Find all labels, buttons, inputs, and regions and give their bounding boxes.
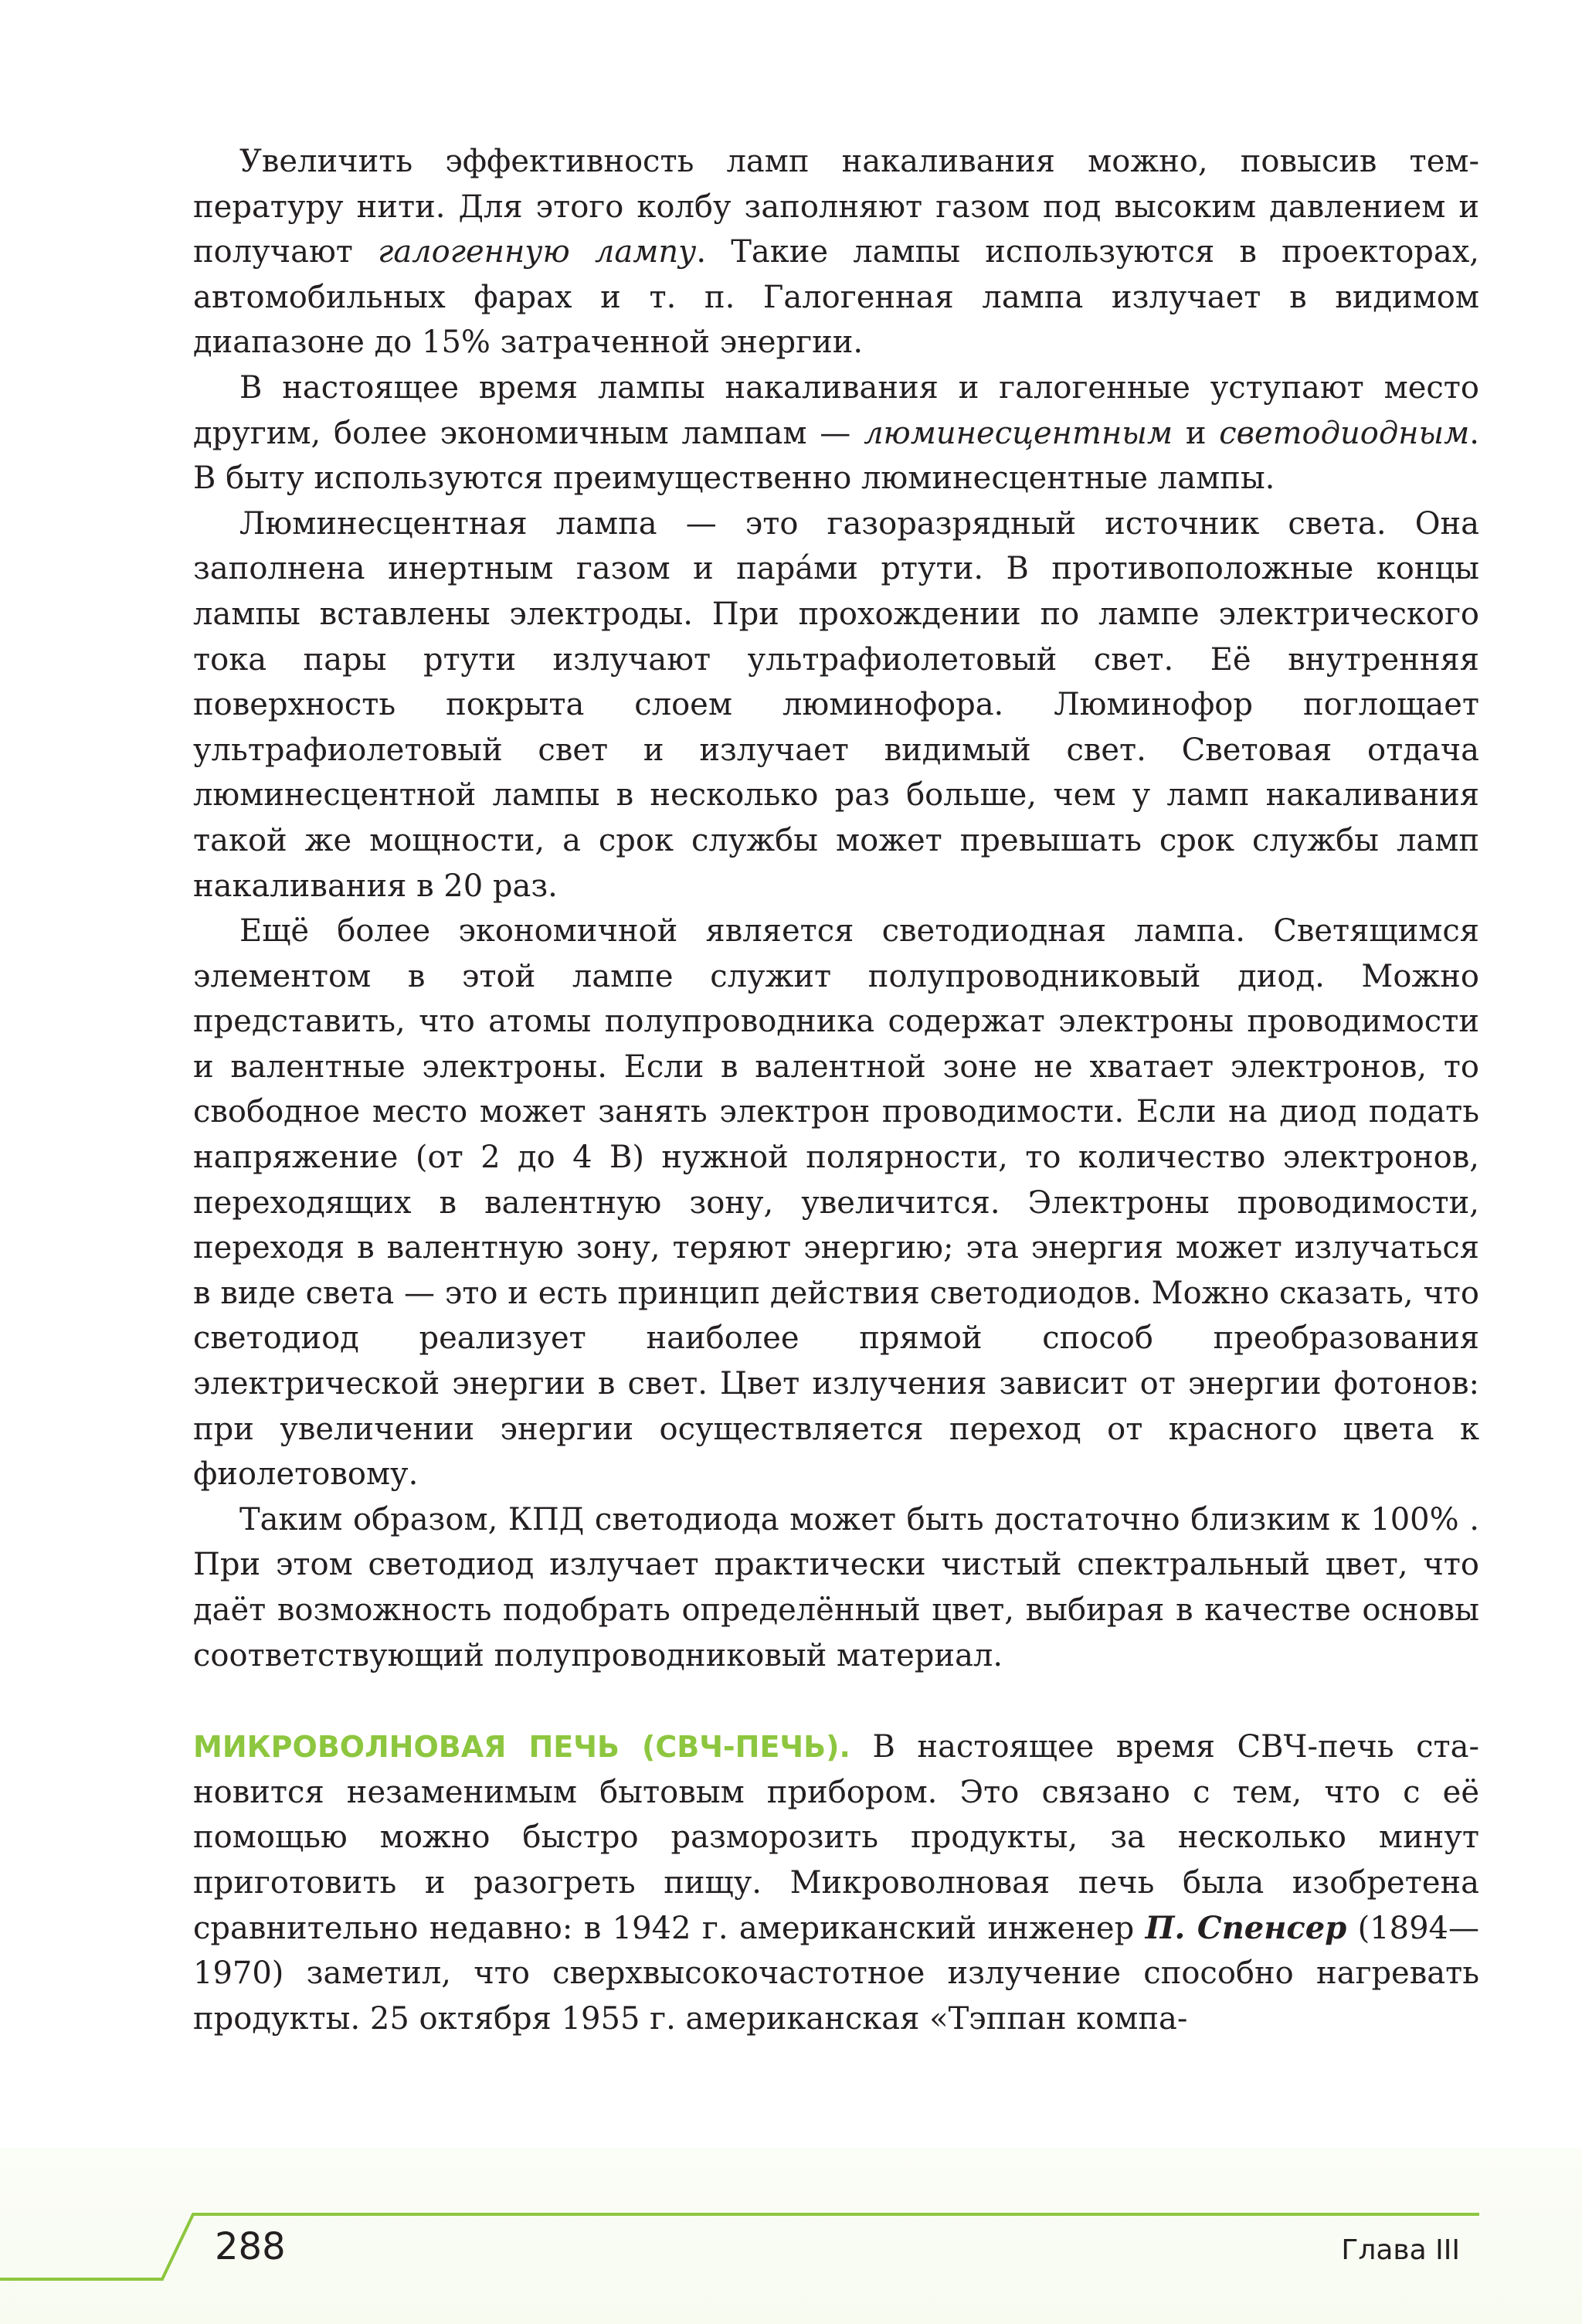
text-run: . Такие лампы используются в проекторах, автомобильных фарах и т. п. Галогенная лампа излучает в видимом диапазоне до 15% затраченной энергии.	[193, 234, 1480, 361]
text-run: В настоящее время СВЧ-печь становится незаменимым бытовым прибором. Это связано с тем, что с её помощью можно быстро разморозить продукты, за несколько минут приготовить и разогреть пищу. Микроволновая печь была изобретена сравнительно недавно: в 1942 г. американский инженер	[193, 1729, 1479, 1946]
paragraph-fluorescent-lamp: Люминесцентная лампа — это газоразрядный источник света. Она заполнена инертным газом и пара́ми ртути. В противоположные концы лампы вставлены электроды. При прохождении по лампе электрического тока пары ртути излучают ультрафиолетовый свет. Её внутренняя поверхность покрыта слоем люминофора. Люминофор поглощает ультрафиолетовый свет и излучает видимый свет. Световая отдача люминесцентной лампы в несколько раз больше, чем у ламп накаливания такой же мощности, а срок службы может превышать срок службы ламп накаливания в 20 раз.	[193, 505, 1479, 904]
text-run: В настоящее время лампы накаливания и галогенные уступают место другим, более экономичным лампам —	[193, 369, 1479, 451]
term-halogen-lamp: галогенную лампу	[378, 234, 697, 270]
person-name: П. Спенсер	[1145, 1909, 1347, 1946]
section-heading-microwave: МИКРОВОЛНОВАЯ ПЕЧЬ (СВЧ-ПЕЧЬ).	[193, 1730, 850, 1765]
paragraph-led-lamp: Ещё более экономичной является светодиодная лампа. Светящимся элементом в этой лампе служит полупроводниковый диод. Можно представить, что атомы полупроводника содержат электроны проводимости и валентные электроны. Если в валентной зоне не хватает электронов, то свободное место может занять электрон проводимости. Если на диод подать напряжение (от 2 до 4 В) нужной полярности, то количество электронов, переходящих в валентную зону, увеличится. Электроны проводимости, переходя в валентную зону, теряют энергию; эта энергия может излучаться в виде света — это и есть принцип действия светодиодов. Можно сказать, что светодиод реализует наиболее прямой способ преобразования электрической энергии в свет. Цвет излучения зависит от энергии фотонов: при увеличении энергии осуществляется переход от красного цвета к фиолетовому.	[193, 913, 1479, 1493]
term-led: светодиодным	[1219, 415, 1470, 451]
paragraph-led-efficiency: Таким образом, КПД светодиода может быть достаточно близким к 100% . При этом светодиод излучает практически чистый спектральный цвет, что даёт возможность подобрать определённый цвет, выбирая в качестве основы соответствующий полупроводниковый материал.	[193, 1501, 1479, 1673]
text-run: . В быту используются преимущественно люминесцентные лампы.	[193, 415, 1479, 497]
term-fluorescent: люминесцентным	[864, 415, 1173, 451]
text-run: (1894—1970) заметил, что сверхвысокочастотное излучение способно нагревать продукты. 25 октября 1955 г. американская «Тэппан компа-	[193, 1910, 1479, 2037]
chapter-label: Глава III	[1341, 2234, 1460, 2266]
page-number: 288	[215, 2225, 286, 2268]
text-run: и	[1173, 415, 1220, 451]
text-run: Увеличить эффективность ламп накаливания можно, повысив температуру нити. Для этого колбу заполняют газом под высоким давлением и получают	[193, 144, 1479, 270]
